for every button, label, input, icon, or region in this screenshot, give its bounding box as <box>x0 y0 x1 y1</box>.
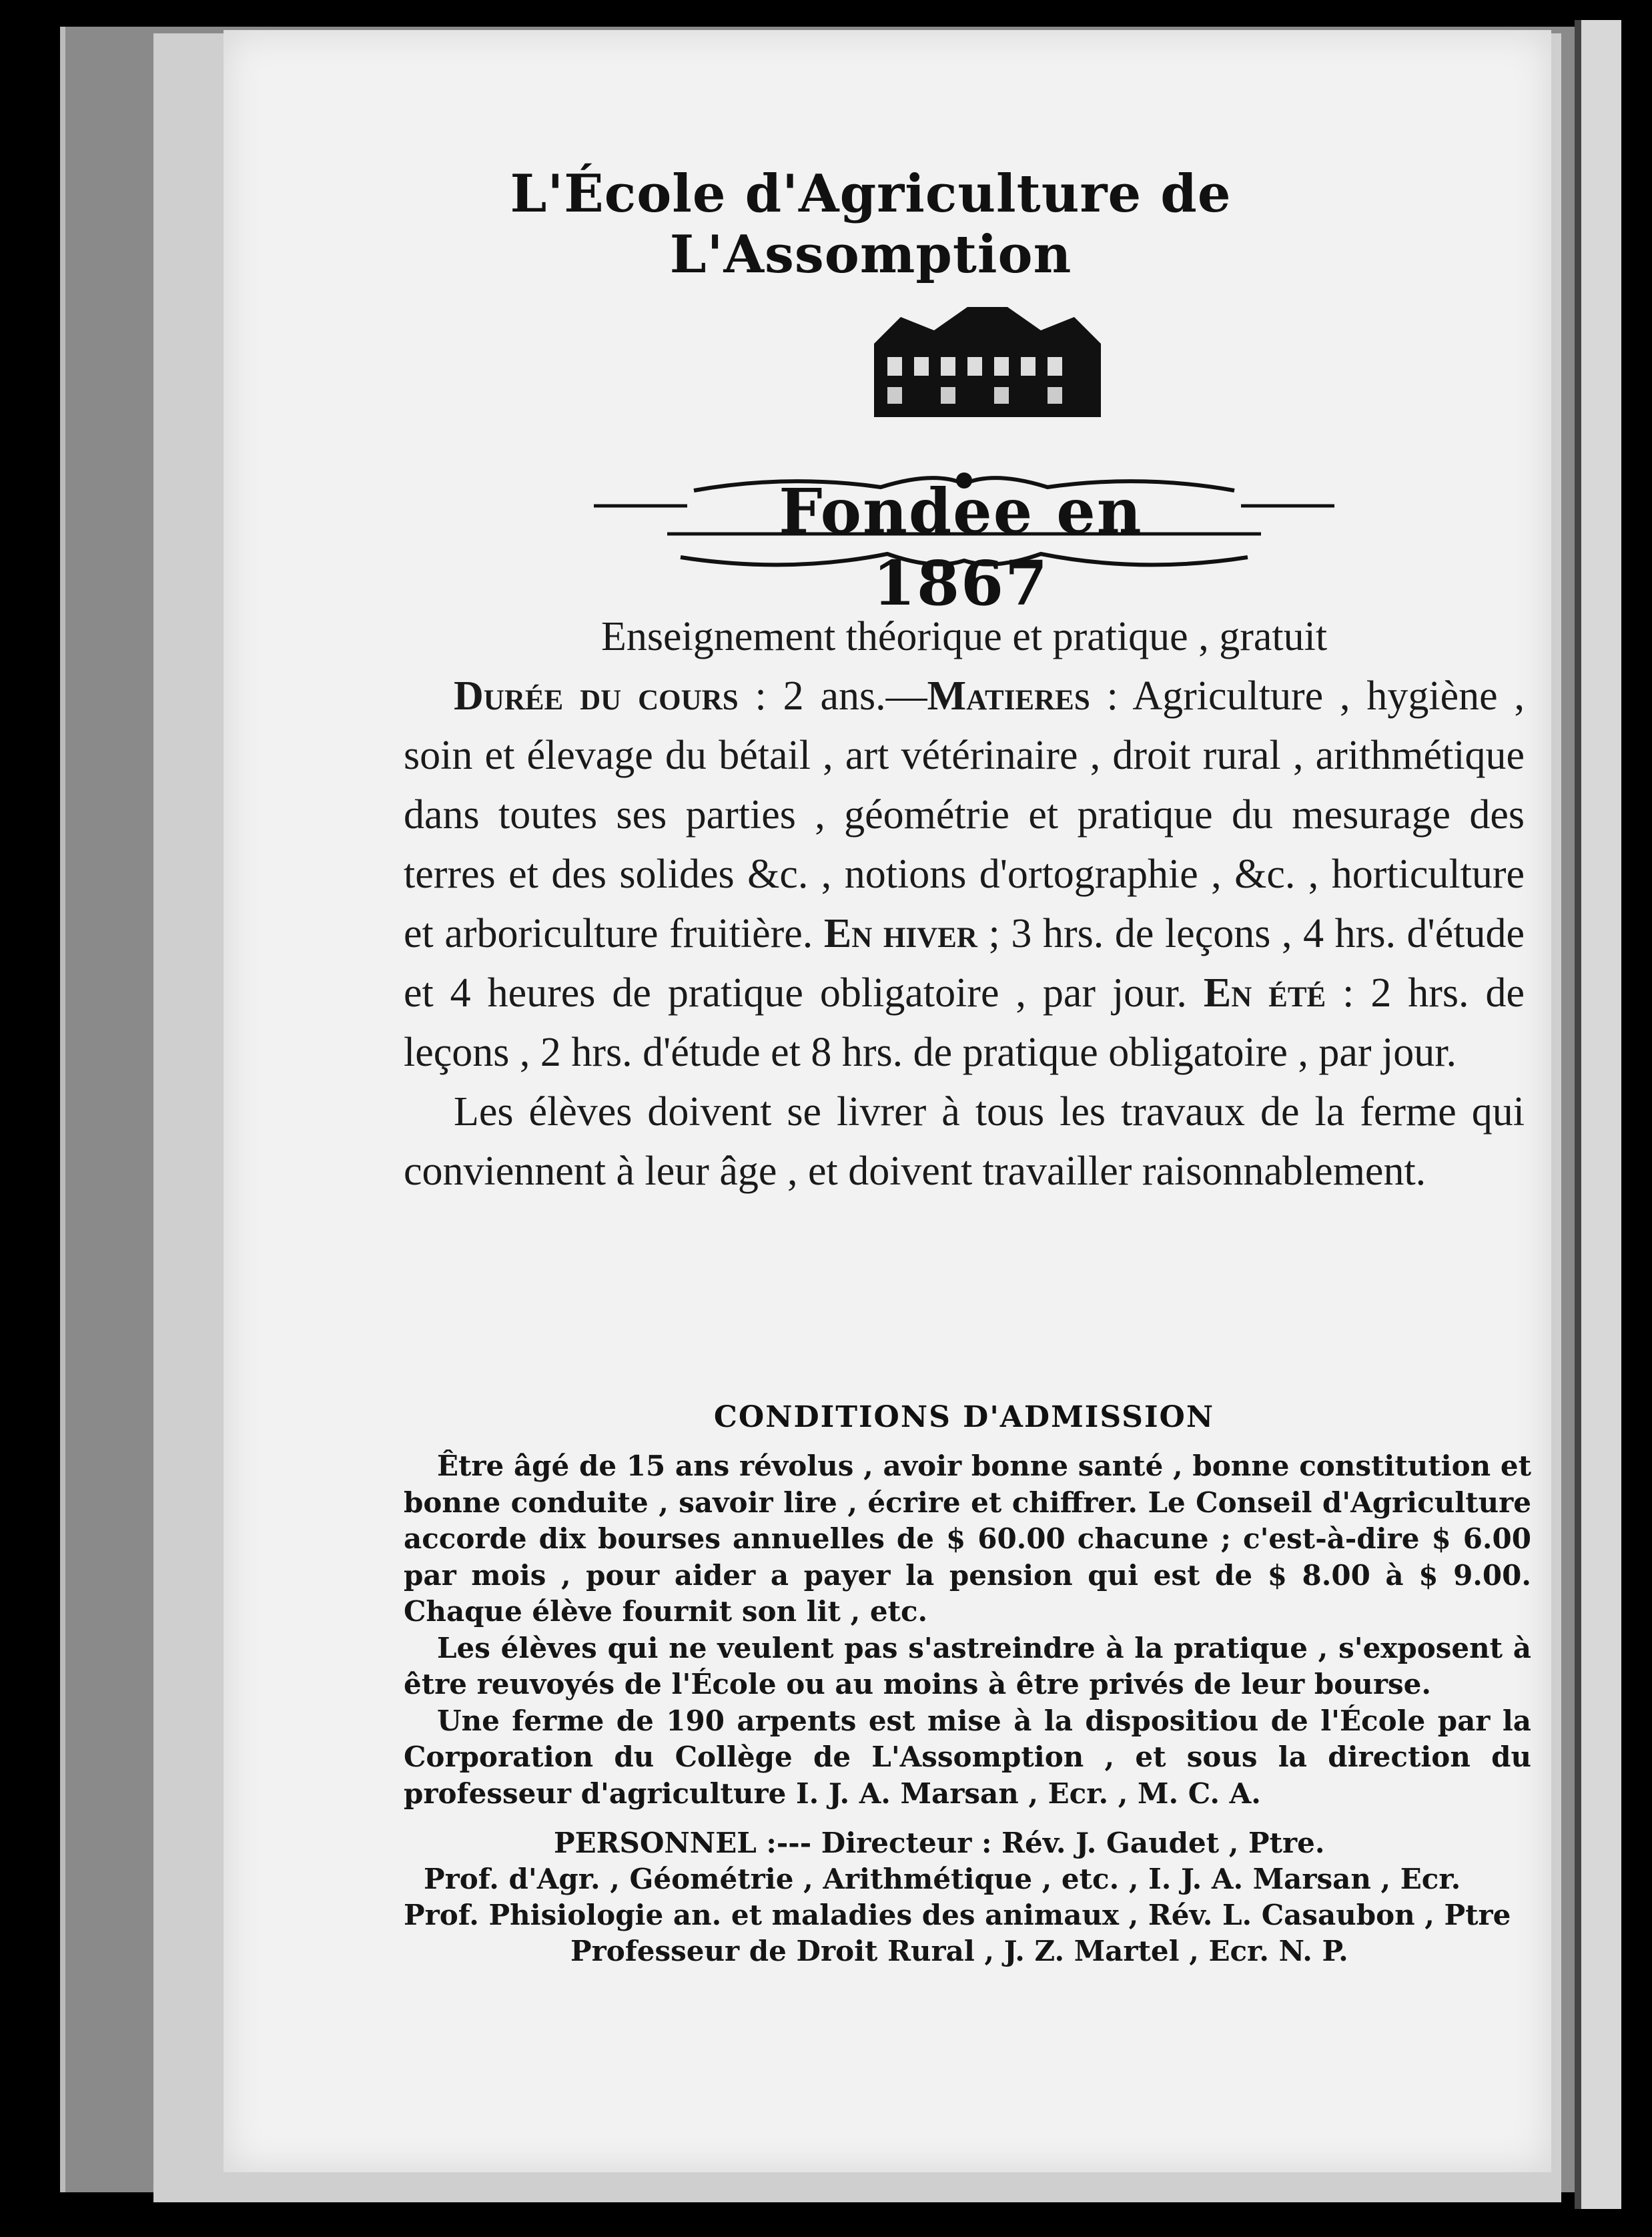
conditions-paragraph-3: Une ferme de 190 arpents est mise à la dispositiou de l'École par la Corporation du Collège de L'Assomption , et sous la direction du professeur d'agriculture I. J. A. Marsan , Ecr. , M. C. A. <box>404 1704 1531 1810</box>
hiver-label: En hiver <box>823 911 977 956</box>
conditions-paragraph-2: Les élèves qui ne veulent pas s'astreindre à la pratique , s'exposent à être reuvoyés de l'École ou au moins à être privés de leur bourse. <box>404 1631 1531 1700</box>
conditions-text <box>404 1448 1531 1812</box>
binding-strip <box>1575 20 1621 2209</box>
personnel-director: PERSONNEL :--- Directeur : Rév. J. Gaudet , Ptre. <box>554 1827 1325 1859</box>
founded-year-banner: Fondee en 1867 <box>779 475 1143 619</box>
teaching-line: Enseignement théorique et pratique , gratuit <box>600 614 1328 659</box>
duree-text: : 2 ans.— <box>738 673 927 719</box>
conditions-heading: CONDITIONS D'ADMISSION <box>713 1400 1215 1434</box>
main-text <box>404 607 1525 1201</box>
ete-label: En été <box>1203 970 1326 1016</box>
conditions-paragraph-1: Être âgé de 15 ans révolus , avoir bonne santé , bonne constitution et bonne conduite , savoir lire , écrire et chiffrer. Le Conseil d'Agriculture accorde dix bourses annuelles de $ 60.00 chacune ; c'est-à-dire $ 6.00 par mois , pour aider a payer la pension qui est de $ 8.00 à $ 9.00. Chaque élève fournit son lit , etc. <box>404 1450 1531 1628</box>
personnel-physiology-prof: Prof. Phisiologie an. et maladies des animaux , Rév. L. Casaubon , Ptre <box>404 1899 1511 1931</box>
matieres-text: : Agriculture , hygiène , soin et élevage du bétail , art vétérinaire , droit rural , arithmétique dans toutes ses parties , géométrie et pratique du mesurage des terres et des solides &c. , notions d'ortographie , &c. , horticulture et arboriculture fruitière. <box>404 673 1525 956</box>
personnel-agriculture-prof: Prof. d'Agr. , Géométrie , Arithmétique , etc. , I. J. A. Marsan , Ecr. <box>424 1863 1461 1895</box>
page-title: L'École d'Agriculture de L'Assomption <box>510 164 1232 285</box>
duree-label: Durée du cours <box>454 673 739 719</box>
building-illustration <box>874 304 1101 417</box>
hiver-text: ; 3 hrs. de leçons , 4 hrs. d'étude et 4 heures de pratique obligatoire , par jour. <box>404 911 1525 1016</box>
course-paragraph <box>404 667 1525 1082</box>
personnel-law-prof: Professeur de Droit Rural , J. Z. Martel , Ecr. N. P. <box>570 1935 1348 1967</box>
ete-text: : 2 hrs. de leçons , 2 hrs. d'étude et 8 hrs. de pratique obligatoire , par jour. <box>404 970 1525 1075</box>
students-paragraph: Les élèves doivent se livrer à tous les travaux de la ferme qui conviennent à leur âge , et doivent travailler raisonnablement. <box>404 1089 1525 1194</box>
personnel-list <box>404 1825 1531 1969</box>
matieres-label: Matieres <box>927 673 1090 719</box>
